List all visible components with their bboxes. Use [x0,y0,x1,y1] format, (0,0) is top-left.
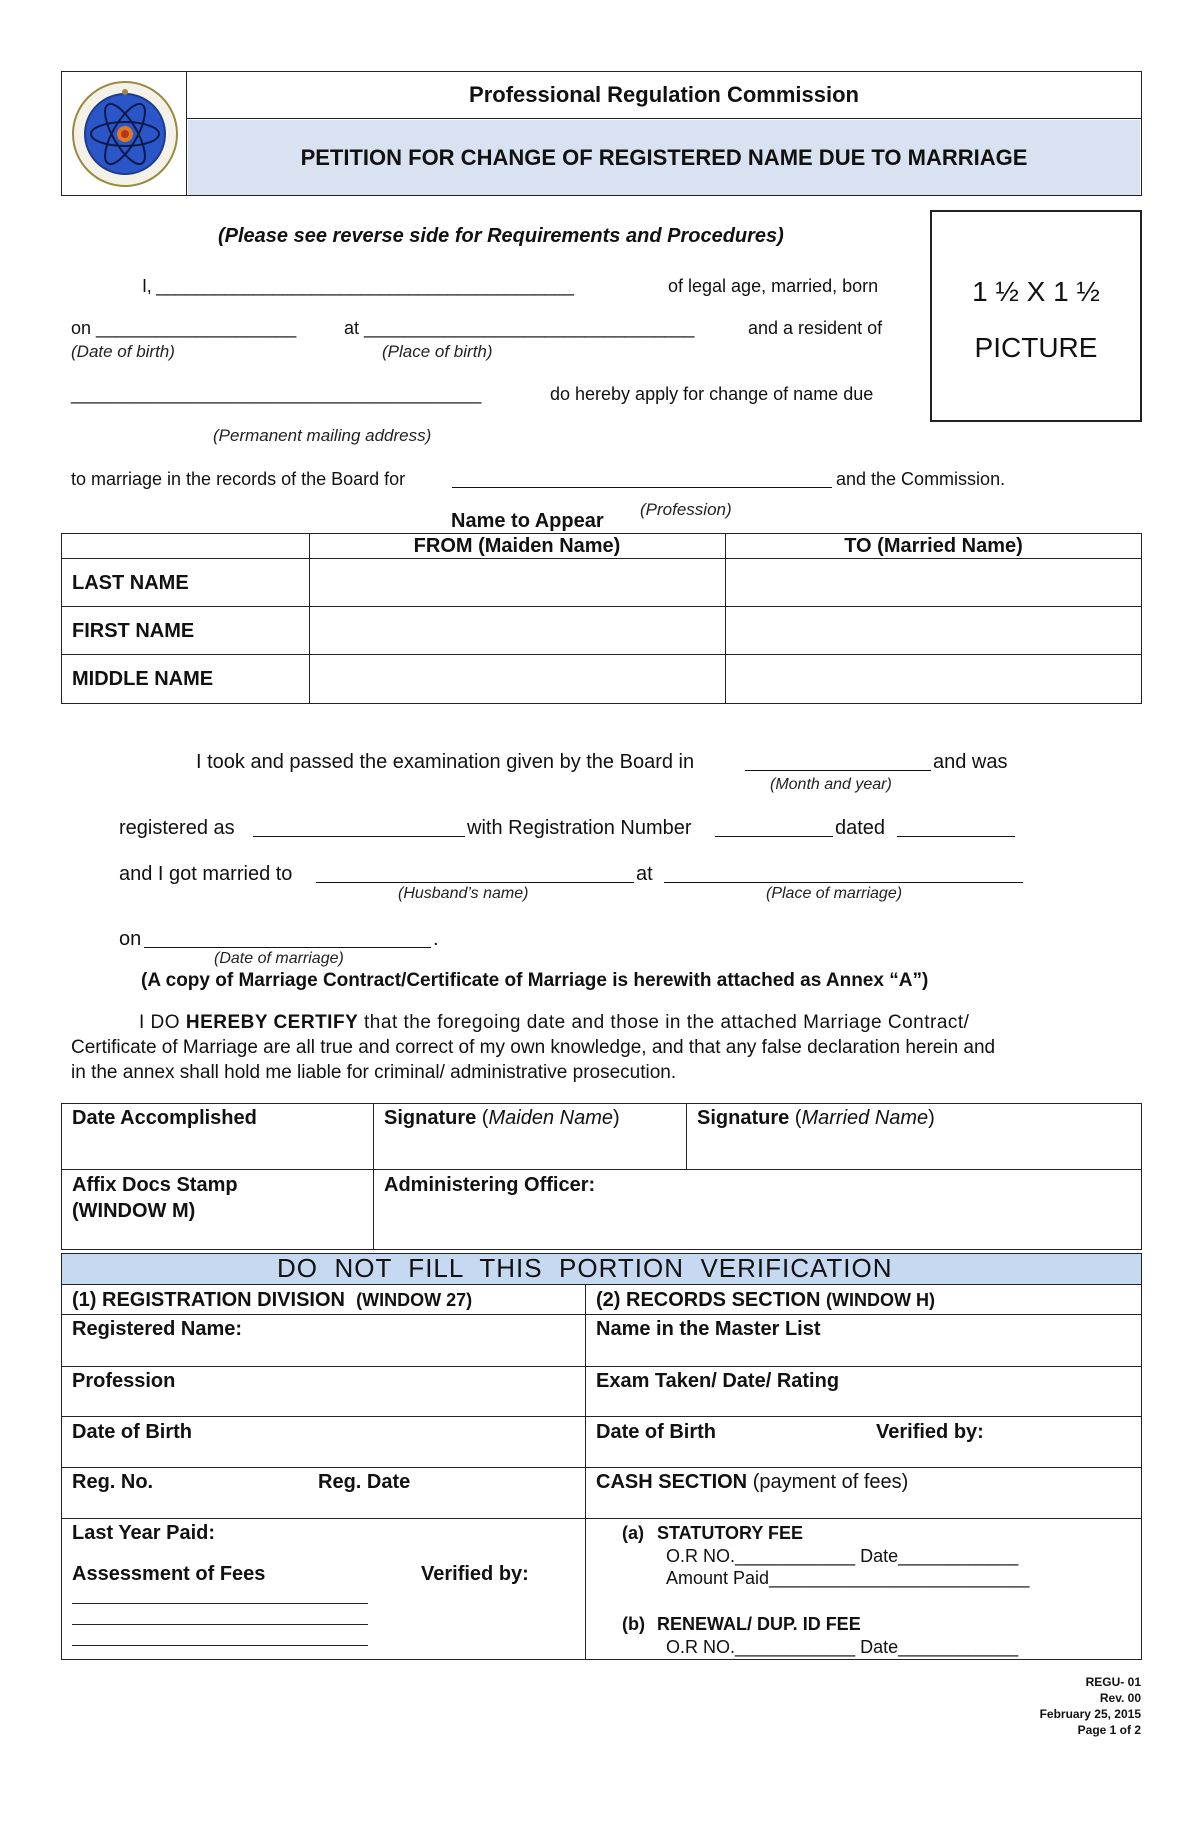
certify-prefix: I DO [139,1012,186,1033]
registration-division-header [72,1289,472,1312]
sig-col1 [373,1103,374,1250]
date-of-marriage-blank [144,929,431,948]
caption-date-of-marriage: (Date of marriage) [214,950,344,967]
registered-name-label: Registered Name: [72,1318,243,1340]
caption-date-of-birth: (Date of birth) [71,342,175,361]
date-accomplished-field[interactable] [64,1132,370,1166]
fee-b-letter: (b) [622,1614,645,1634]
reg-number-blank [715,818,833,837]
petition-line2-end: and a resident of [748,318,883,338]
reg-division-title: (1) REGISTRATION DIVISION [72,1289,345,1311]
signature-married-label: Signature (Married Name) [697,1107,935,1129]
verif-hline1 [61,1314,1142,1315]
petition-line1-end: of legal age, married, born [668,276,879,296]
maiden-middle-name-field[interactable] [311,656,723,701]
records-section-window: (WINDOW H) [826,1290,935,1310]
footer-date: February 25, 2015 [1039,1707,1141,1721]
name-table-hline2 [61,606,1142,607]
records-section-title: (2) RECORDS SECTION [596,1289,821,1311]
caption-mailing-address: (Permanent mailing address) [213,426,432,445]
sig-maiden-bold: Signature [384,1107,477,1129]
sig-maiden-paren: Maiden Name [488,1107,613,1129]
name-table-hline3 [61,654,1142,655]
name-to-appear: Name to Appear [451,510,604,532]
verif-hline5 [61,1518,1142,1519]
fee-b-or-line: O.R NO.____________ Date____________ [666,1637,1019,1657]
verif-hline2 [61,1366,1142,1367]
reg-date-label: Reg. Date [318,1471,411,1493]
husband-name-blank [316,864,634,883]
verif-center-divider [585,1285,586,1660]
name-table-hline1 [61,558,1142,559]
petition-line3-end: do hereby apply for change of name due [550,384,874,404]
caption-place-of-birth: (Place of birth) [382,342,493,361]
assessment-line-1 [72,1603,368,1604]
annex-note: (A copy of Marriage Contract/Certificate of Marriage is herewith attached as Annex “A”) [141,970,929,991]
reg-no-label: Reg. No. [72,1471,154,1493]
certify-line3: in the annex shall hold me liable for criminal/ administrative prosecution. [71,1062,677,1083]
petition-line4-end: and the Commission. [836,469,1006,489]
profession-blank [452,469,832,488]
dated-blank [897,818,1015,837]
exam-line1-start: I took and passed the examination given by the Board in [196,751,695,773]
date-accomplished-label: Date Accomplished [72,1107,257,1129]
signature-married-field[interactable] [689,1132,1139,1166]
dob-right-label: Date of Birth [596,1421,716,1443]
cash-section-rest: (payment of fees) [752,1471,909,1493]
sig-married-paren: Married Name [801,1107,929,1129]
maiden-first-name-field[interactable] [311,608,723,653]
verified-by-left-label: Verified by: [421,1563,529,1585]
administering-officer-label: Administering Officer: [384,1174,596,1196]
caption-profession: (Profession) [640,500,732,519]
assessment-line-2 [72,1624,368,1625]
certify-bold: HEREBY CERTIFY [185,1012,359,1033]
married-first-name-field[interactable] [727,608,1140,653]
verif-hline4 [61,1467,1142,1468]
header-divider [186,71,187,196]
signature-maiden-field[interactable] [376,1132,683,1166]
form-title: PETITION FOR CHANGE OF REGISTERED NAME DUE TO MARRIAGE [300,145,1028,170]
footer-page: Page 1 of 2 [1077,1723,1141,1737]
name-master-list-label: Name in the Master List [596,1318,821,1340]
petition-line1-start: I, ___________________________________________ [142,276,574,296]
col-header-from: FROM (Maiden Name) [413,535,621,557]
exam-line1-end: and was [933,751,1008,773]
col-header-to: TO (Married Name) [844,535,1023,557]
footer-rev: Rev. 00 [1099,1691,1141,1705]
petition-line2-at: at _________________________________ [344,318,695,338]
married-middle-name-field[interactable] [727,656,1140,701]
sig-hline [61,1169,1142,1170]
certify-line1 [139,1012,1142,1034]
fee-a-or-line: O.R NO.____________ Date____________ [666,1546,1019,1566]
picture-box [930,210,1142,422]
sig-married-bold: Signature [697,1107,790,1129]
cash-section-bold: CASH SECTION [596,1471,748,1493]
fee-b-title: RENEWAL/ DUP. ID FEE [657,1614,861,1634]
place-of-marriage-blank [664,864,1023,883]
date-period: . [433,928,439,950]
reg-number-label: with Registration Number [467,817,692,839]
verified-by-right-label: Verified by: [876,1421,984,1443]
certify-rest: that the foregoing date and those in the attached Marriage Contract/ [358,1012,970,1033]
maiden-last-name-field[interactable] [311,560,723,605]
petition-line2-start: on ____________________ [71,318,297,338]
caption-place-of-marriage: (Place of marriage) [766,885,903,902]
org-name: Professional Regulation Commission [469,82,859,107]
footer-code: REGU- 01 [1085,1675,1141,1689]
caption-month-year: (Month and year) [770,776,892,793]
last-year-paid-label: Last Year Paid: [72,1522,216,1544]
prc-logo [66,78,184,190]
registered-as-blank [253,818,465,837]
reg-division-window: (WINDOW 27) [356,1290,473,1310]
registered-as-label: registered as [119,817,235,839]
fee-a-letter: (a) [622,1523,644,1543]
profession-label: Profession [72,1370,176,1392]
assessment-line-3 [72,1645,368,1646]
married-to-label: and I got married to [119,863,293,885]
picture-size: 1 ½ X 1 ½ [972,276,1100,307]
fee-a-title: STATUTORY FEE [657,1523,804,1543]
instructions-note: (Please see reverse side for Requirements and Procedures) [218,225,784,247]
sig-col2 [686,1103,687,1169]
petition-line3-blank: _________________________________________ [71,384,482,404]
on-label: on [119,928,142,950]
petition-line4-start: to marriage in the records of the Board for [71,469,406,489]
fee-a-amount-line: Amount Paid__________________________ [666,1568,1030,1588]
caption-husband-name: (Husband’s name) [398,885,529,902]
header-hline [186,118,1142,119]
exam-month-year-blank [745,752,931,771]
cash-section-label [596,1471,908,1494]
docs-stamp-label-1: Affix Docs Stamp [72,1174,238,1196]
dated-label: dated [835,817,886,839]
row-first-name: FIRST NAME [72,620,195,642]
row-last-name: LAST NAME [72,572,189,594]
row-middle-name: MIDDLE NAME [72,668,214,690]
married-last-name-field[interactable] [727,560,1140,605]
dob-left-label: Date of Birth [72,1421,192,1443]
signature-maiden-label: Signature (Maiden Name) [384,1107,620,1129]
certify-line2: Certificate of Marriage are all true and correct of my own knowledge, and that any false declaration herein and [71,1037,996,1058]
verif-hline3 [61,1416,1142,1417]
picture-label: PICTURE [974,332,1098,363]
exam-taken-label: Exam Taken/ Date/ Rating [596,1370,840,1392]
at-label: at [636,863,653,885]
assessment-of-fees-label: Assessment of Fees [72,1563,266,1585]
verification-banner-text: DO NOT FILL THIS PORTION VERIFICATION [277,1253,893,1283]
records-section-header [596,1289,935,1312]
docs-stamp-label-2: (WINDOW M) [72,1200,196,1222]
